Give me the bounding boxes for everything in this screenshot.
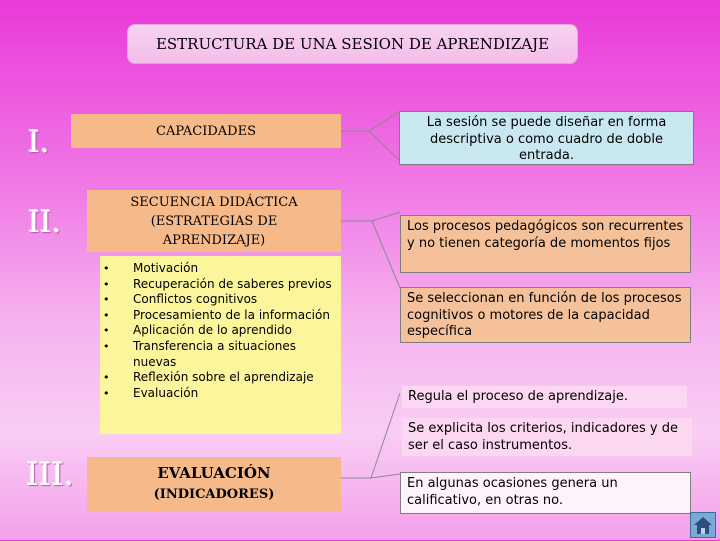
- connector-capacidades: [341, 112, 399, 131]
- note-procesos: Los procesos pedagógicos son recurrentes y no tienen categoría de momentos fijos: [400, 215, 691, 273]
- connector-secuencia: [341, 212, 400, 221]
- steps-list: [100, 256, 341, 434]
- numeral-1: I.: [28, 125, 50, 160]
- capacidades-label: CAPACIDADES: [156, 123, 256, 139]
- connector-evaluacion: [341, 393, 400, 478]
- step-item: • Procesamiento de la información: [100, 308, 341, 324]
- numeral-2: II.: [28, 205, 62, 240]
- note-seleccion: Se seleccionan en función de los procesos cognitivos o motores de la capacidad específica: [400, 287, 691, 343]
- step-item: • Motivación: [100, 261, 341, 277]
- step-item: • Aplicación de lo aprendido: [100, 323, 341, 339]
- step-item: • Evaluación: [100, 386, 341, 402]
- step-item: • Recuperación de saberes previos: [100, 277, 341, 293]
- note-regula: Regula el proceso de aprendizaje.: [402, 386, 687, 408]
- secuencia-box: [87, 190, 341, 252]
- home-icon[interactable]: [690, 512, 716, 538]
- note-explicita: Se explicita los criterios, indicadores y de ser el caso instrumentos.: [402, 418, 692, 456]
- capacidades-box: [71, 114, 341, 148]
- numeral-3: III.: [26, 455, 75, 493]
- connector-secuencia-lower: [372, 221, 400, 288]
- evaluacion-sublabel: (INDICADORES): [153, 487, 275, 502]
- note-diseno: La sesión se puede diseñar en forma descriptiva o como cuadro de doble entrada.: [399, 111, 694, 165]
- secuencia-label: SECUENCIA DIDÁCTICA (ESTRATEGIAS DE APRENDIZAJE): [130, 194, 298, 248]
- connector-capacidades-lower: [369, 131, 399, 160]
- connector-evaluacion-lower: [371, 474, 400, 478]
- evaluacion-label: EVALUACIÓN: [157, 464, 271, 482]
- note-calificativo: En algunas ocasiones genera un calificativo, en otras no.: [400, 472, 691, 514]
- home-icon-glyph: [691, 513, 715, 537]
- page-title: ESTRUCTURA DE UNA SESION DE APRENDIZAJE: [127, 24, 578, 64]
- step-item: • Conflictos cognitivos: [100, 292, 341, 308]
- step-item: • Transferencia a situaciones nuevas: [100, 339, 341, 370]
- step-item: • Reflexión sobre el aprendizaje: [100, 370, 341, 386]
- evaluacion-box: [87, 457, 341, 511]
